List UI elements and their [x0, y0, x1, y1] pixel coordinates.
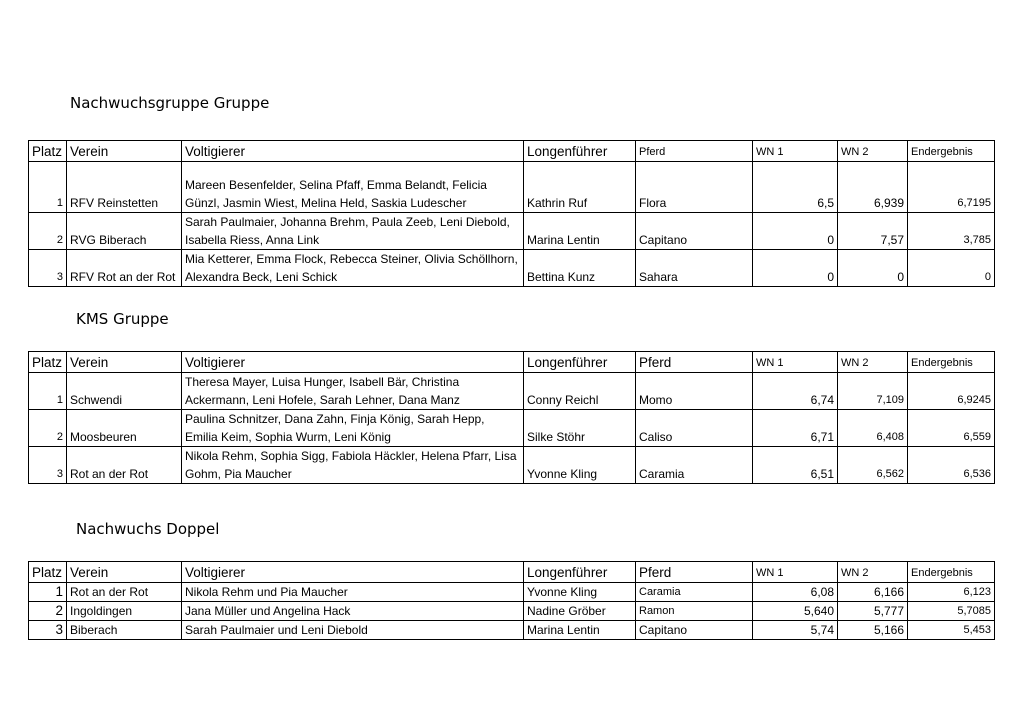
cell-platz: 1	[29, 162, 67, 213]
col-wn1: WN 1	[753, 562, 838, 583]
cell-endergebnis: 5,453	[908, 621, 995, 640]
section-title-kms: KMS Gruppe	[76, 310, 169, 328]
cell-verein: RVG Biberach	[67, 213, 182, 250]
cell-longenfuehrer: Silke Stöhr	[524, 410, 636, 447]
cell-voltigierer: Sarah Paulmaier und Leni Diebold	[182, 621, 524, 640]
cell-longenfuehrer: Bettina Kunz	[524, 250, 636, 287]
col-voltigierer: Voltigierer	[182, 141, 524, 162]
cell-wn1: 6,08	[753, 583, 838, 602]
cell-verein: Moosbeuren	[67, 410, 182, 447]
cell-verein: Biberach	[67, 621, 182, 640]
cell-verein: Schwendi	[67, 373, 182, 410]
col-wn1: WN 1	[753, 141, 838, 162]
cell-pferd: Capitano	[636, 213, 753, 250]
cell-platz: 2	[29, 410, 67, 447]
table-header-row	[29, 352, 995, 373]
cell-wn2: 7,109	[838, 373, 908, 410]
cell-pferd: Caramia	[636, 447, 753, 484]
cell-longenfuehrer: Marina Lentin	[524, 213, 636, 250]
cell-endergebnis: 6,7195	[908, 162, 995, 213]
section-title-nachwuchsgruppe: Nachwuchsgruppe Gruppe	[70, 94, 270, 112]
cell-wn1: 6,51	[753, 447, 838, 484]
cell-pferd: Capitano	[636, 621, 753, 640]
cell-wn2: 6,939	[838, 162, 908, 213]
col-pferd: Pferd	[636, 141, 753, 162]
col-longenfuehrer: Longenführer	[524, 562, 636, 583]
col-longenfuehrer: Longenführer	[524, 352, 636, 373]
table-row	[29, 583, 995, 602]
cell-endergebnis: 0	[908, 250, 995, 287]
table-row	[29, 410, 995, 447]
col-endergebnis: Endergebnis	[908, 352, 995, 373]
cell-platz: 1	[29, 373, 67, 410]
cell-longenfuehrer: Conny Reichl	[524, 373, 636, 410]
table-row	[29, 213, 995, 250]
col-verein: Verein	[67, 141, 182, 162]
cell-endergebnis: 6,9245	[908, 373, 995, 410]
section-title-doppel: Nachwuchs Doppel	[76, 520, 220, 538]
cell-wn1: 0	[753, 213, 838, 250]
cell-pferd: Momo	[636, 373, 753, 410]
cell-wn1: 6,71	[753, 410, 838, 447]
col-endergebnis: Endergebnis	[908, 141, 995, 162]
cell-longenfuehrer: Yvonne Kling	[524, 583, 636, 602]
cell-longenfuehrer: Kathrin Ruf	[524, 162, 636, 213]
col-verein: Verein	[67, 562, 182, 583]
cell-wn2: 7,57	[838, 213, 908, 250]
col-pferd: Pferd	[636, 562, 753, 583]
cell-verein: Rot an der Rot	[67, 447, 182, 484]
cell-endergebnis: 3,785	[908, 213, 995, 250]
cell-longenfuehrer: Yvonne Kling	[524, 447, 636, 484]
cell-platz: 2	[29, 602, 67, 621]
cell-wn2: 0	[838, 250, 908, 287]
cell-platz: 2	[29, 213, 67, 250]
cell-wn2: 6,166	[838, 583, 908, 602]
table-row	[29, 447, 995, 484]
cell-pferd: Flora	[636, 162, 753, 213]
table-row	[29, 250, 995, 287]
table-header-row	[29, 562, 995, 583]
cell-verein: Ingoldingen	[67, 602, 182, 621]
cell-voltigierer: Nikola Rehm und Pia Maucher	[182, 583, 524, 602]
cell-wn1: 5,640	[753, 602, 838, 621]
cell-verein: Rot an der Rot	[67, 583, 182, 602]
cell-platz: 1	[29, 583, 67, 602]
cell-verein: RFV Reinstetten	[67, 162, 182, 213]
cell-voltigierer: Paulina Schnitzer, Dana Zahn, Finja König, Sarah Hepp, Emilia Keim, Sophia Wurm, Leni König	[182, 410, 524, 447]
results-table-doppel	[28, 561, 995, 640]
col-wn2: WN 2	[838, 352, 908, 373]
cell-platz: 3	[29, 621, 67, 640]
cell-wn1: 5,74	[753, 621, 838, 640]
cell-wn2: 6,562	[838, 447, 908, 484]
cell-endergebnis: 6,536	[908, 447, 995, 484]
cell-pferd: Caramia	[636, 583, 753, 602]
col-wn1: WN 1	[753, 352, 838, 373]
col-verein: Verein	[67, 352, 182, 373]
cell-wn2: 5,777	[838, 602, 908, 621]
cell-pferd: Caliso	[636, 410, 753, 447]
col-longenfuehrer: Longenführer	[524, 141, 636, 162]
col-pferd: Pferd	[636, 352, 753, 373]
cell-wn1: 0	[753, 250, 838, 287]
cell-longenfuehrer: Nadine Gröber	[524, 602, 636, 621]
cell-endergebnis: 5,7085	[908, 602, 995, 621]
cell-voltigierer: Jana Müller und Angelina Hack	[182, 602, 524, 621]
col-voltigierer: Voltigierer	[182, 352, 524, 373]
col-platz: Platz	[29, 141, 67, 162]
cell-wn1: 6,5	[753, 162, 838, 213]
cell-longenfuehrer: Marina Lentin	[524, 621, 636, 640]
col-platz: Platz	[29, 352, 67, 373]
cell-wn2: 6,408	[838, 410, 908, 447]
col-platz: Platz	[29, 562, 67, 583]
cell-wn2: 5,166	[838, 621, 908, 640]
cell-voltigierer: Sarah Paulmaier, Johanna Brehm, Paula Zeeb, Leni Diebold, Isabella Riess, Anna Link	[182, 213, 524, 250]
cell-pferd: Ramon	[636, 602, 753, 621]
cell-pferd: Sahara	[636, 250, 753, 287]
cell-endergebnis: 6,123	[908, 583, 995, 602]
results-table-nachwuchsgruppe	[28, 140, 995, 287]
table-row	[29, 621, 995, 640]
cell-voltigierer: Theresa Mayer, Luisa Hunger, Isabell Bär, Christina Ackermann, Leni Hofele, Sarah Lehner, Dana Manz	[182, 373, 524, 410]
col-endergebnis: Endergebnis	[908, 562, 995, 583]
table-header-row	[29, 141, 995, 162]
cell-voltigierer: Mia Ketterer, Emma Flock, Rebecca Steiner, Olivia Schöllhorn, Alexandra Beck, Leni Schick	[182, 250, 524, 287]
table-row	[29, 162, 995, 213]
cell-voltigierer: Mareen Besenfelder, Selina Pfaff, Emma Belandt, Felicia Günzl, Jasmin Wiest, Melina Held, Saskia Ludescher	[182, 162, 524, 213]
col-wn2: WN 2	[838, 141, 908, 162]
col-wn2: WN 2	[838, 562, 908, 583]
cell-wn1: 6,74	[753, 373, 838, 410]
results-table-kms	[28, 351, 995, 484]
cell-endergebnis: 6,559	[908, 410, 995, 447]
table-row	[29, 602, 995, 621]
cell-platz: 3	[29, 250, 67, 287]
cell-verein: RFV Rot an der Rot	[67, 250, 182, 287]
cell-platz: 3	[29, 447, 67, 484]
table-row	[29, 373, 995, 410]
col-voltigierer: Voltigierer	[182, 562, 524, 583]
cell-voltigierer: Nikola Rehm, Sophia Sigg, Fabiola Häckler, Helena Pfarr, Lisa Gohm, Pia Maucher	[182, 447, 524, 484]
